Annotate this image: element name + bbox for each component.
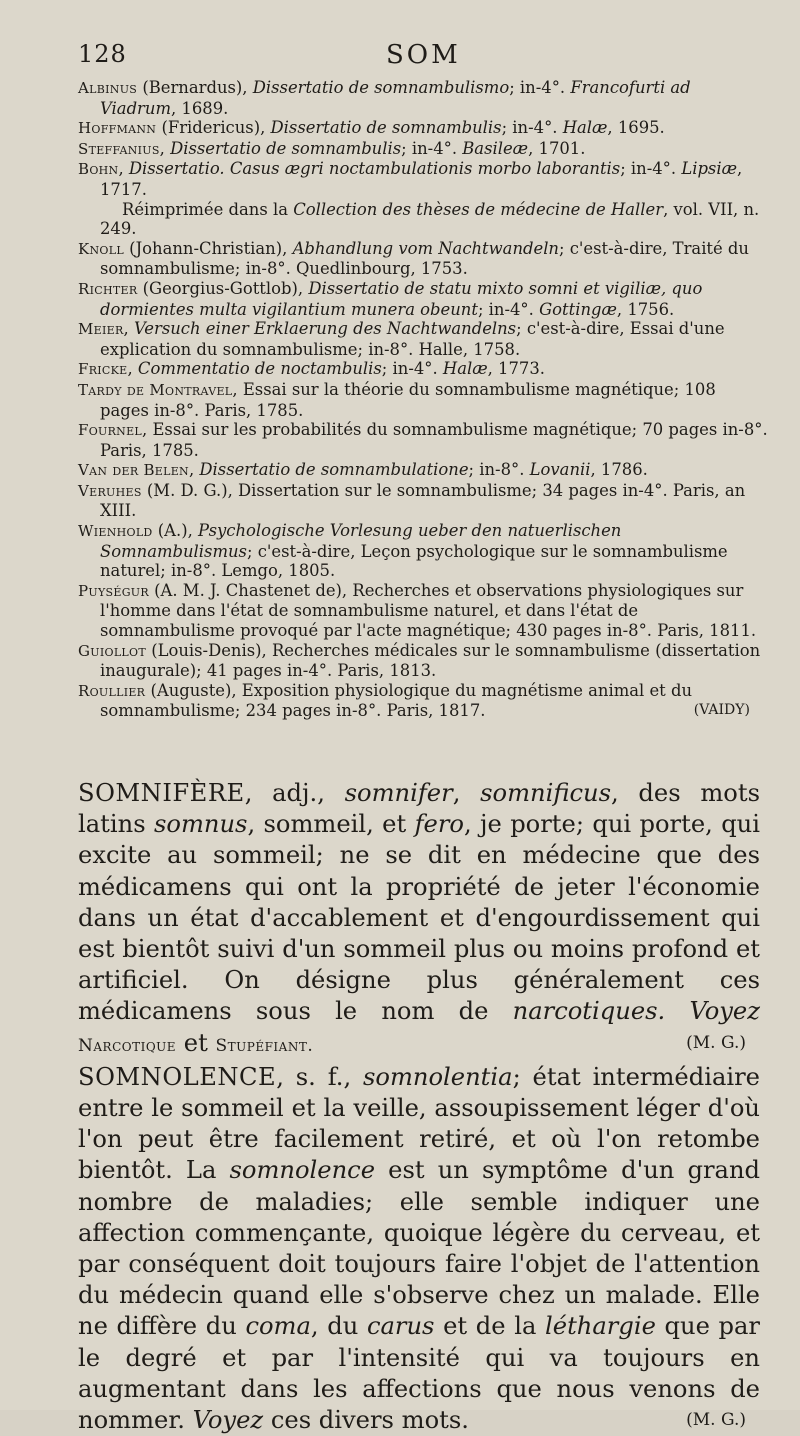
entry-text: ; in-4°. — [501, 118, 563, 138]
entry-text: , 1773. — [487, 359, 545, 379]
entry-place: Lipsiæ — [681, 159, 737, 179]
entry-title: Dissertatio de somnambulatione — [199, 460, 469, 480]
entry-text: (Bernardus), — [137, 78, 253, 97]
article-text: , je porte; qui porte, qui excite au sommeil; ne se dit en médecine que des médicamens qui ont la propriété de jeter l'économie dans un état d'accablement et d'engourdissement qui est bientôt suivi d'un sommeil plus ou moins profond et artificiel. On désigne plus généralement ces médicamens sous le nom de — [78, 810, 760, 1026]
bib-entry — [78, 481, 768, 521]
entry-text: ; in-4°. — [381, 359, 443, 379]
entry-text: (A. M. J. Chastenet de), Recherches et observations physiologiques sur l'homme dans l'état de somnambulisme naturel, et dans l'état de somnambulisme provoqué par l'acte magnétique; 430 pages in-8°. Paris, 1811. — [100, 580, 757, 641]
bib-entry — [78, 279, 768, 319]
entry-text: ; in-4°. — [401, 138, 463, 158]
article-text: , du — [310, 1312, 367, 1341]
entry-text: , 1717. — [100, 159, 743, 199]
entry-title: Commentatio de noctambulis — [137, 359, 382, 379]
bib-entry — [78, 681, 768, 721]
bib-entry — [78, 239, 768, 279]
bib-entry — [78, 139, 768, 160]
entry-text: (Georgius-Gottlob), — [137, 278, 309, 298]
entry-text: (Johann-Christian), — [123, 238, 293, 258]
article-text: , des mots latins — [78, 779, 760, 839]
article-text: ces divers mots. — [263, 1406, 469, 1435]
entry-text: (M. D. G.), Dissertation sur le somnambulisme; 34 pages in-4°. Paris, an XIII. — [100, 480, 746, 521]
bib-entry — [78, 420, 768, 460]
page-number: 128 — [78, 40, 127, 68]
cross-reference-term: Stupéfiant. — [215, 1035, 314, 1056]
bib-entry — [78, 78, 768, 118]
latin-term: somnifer — [344, 779, 453, 807]
entry-title: Dissertatio de somnambulismo — [252, 78, 510, 97]
bib-entry — [78, 319, 768, 359]
entry-author: Guiollot — [78, 641, 146, 660]
bib-entry — [78, 359, 768, 380]
emphasized-term: léthargie — [545, 1312, 656, 1341]
entry-text: , — [123, 319, 134, 339]
entry-title: Dissertatio. Casus ægri noctambulationis morbo laborantis — [128, 159, 621, 179]
emphasized-term: carus — [366, 1312, 435, 1341]
entry-text: , 1701. — [528, 138, 586, 158]
entry-place: Halæ — [442, 359, 488, 379]
entry-author: Hoffmann — [78, 119, 157, 138]
bibliography — [78, 78, 768, 721]
entry-title: Dissertatio de statu mixto somni et vigiliæ, quo dormientes multa vigilantium munera obeunt — [100, 278, 703, 319]
entry-author: Wienhold — [78, 522, 153, 541]
entry-author: Fricke — [78, 360, 128, 379]
entry-place: Basileæ — [462, 138, 529, 158]
entry-text: , Essai sur la théorie du somnambulisme magnétique; 108 pages in-8°. Paris, 1785. — [100, 379, 716, 420]
entry-text: ; in-4°. — [477, 299, 540, 319]
bib-entry — [78, 460, 768, 481]
entry-author: Bohn — [78, 160, 119, 179]
emphasized-term: somnolence — [229, 1156, 376, 1185]
article-somnifere — [78, 778, 760, 1062]
bib-entry — [78, 521, 768, 581]
entry-text: ; c'est-à-dire, Leçon psychologique sur le somnambulisme naturel; in-8°. Lemgo, 1805. — [100, 541, 728, 581]
entry-author: Albinus — [78, 79, 138, 97]
article-somnolence — [78, 1062, 760, 1436]
entry-text: (Louis-Denis), Recherches médicales sur le somnambulisme (dissertation inaugurale); 41 pages in-4°. Paris, 1813. — [100, 640, 761, 681]
entry-text: , 1786. — [590, 460, 648, 480]
entry-text: ; in-4°. — [620, 159, 682, 179]
entry-text: (Auguste), Exposition physiologique du magnétisme animal et du somnambulisme; 234 pages in-8°. Paris, 1817. — [100, 680, 693, 721]
article-text: , sommeil, et — [247, 810, 415, 839]
bib-entry — [78, 641, 768, 681]
entry-title: Versuch einer Erklaerung des Nachtwandelns — [133, 319, 517, 339]
entry-title: Abhandlung vom Nachtwandeln — [292, 238, 559, 258]
entry-text: , vol. VII, n. 249. — [100, 199, 760, 239]
bib-entry-note — [78, 200, 768, 239]
entry-text: , 1695. — [607, 118, 665, 138]
author-signature: (M. G.) — [686, 1410, 746, 1431]
entry-text: , 1756. — [616, 299, 675, 319]
entry-author: Richter — [78, 279, 138, 298]
entry-author: Veruhes — [78, 481, 142, 500]
entry-text: , — [188, 460, 200, 480]
entry-author: Steffanius — [78, 139, 160, 158]
article-text: est un symptôme d'un grand nombre de maladies; elle semble indiquer une affection commençante, quoique légère du cerveau, et par conséquent doit toujours faire l'objet de l'attention du médecin quand elle s'observe chez un malade. Elle ne diffère du — [78, 1156, 760, 1341]
entry-text: , 1689. — [171, 98, 229, 118]
entry-title: Dissertatio de somnambulis — [170, 138, 402, 158]
latin-term: somnificus — [480, 779, 612, 807]
entry-author: Fournel — [78, 421, 143, 440]
entry-author: Meier — [78, 320, 124, 339]
entry-text: (A.), — [152, 521, 199, 541]
page-header — [78, 36, 762, 70]
article-text: , s. f., — [276, 1062, 363, 1091]
cross-reference: Voyez — [192, 1406, 264, 1435]
author-signature: (M. G.) — [686, 1032, 746, 1053]
entry-text: , — [127, 359, 138, 379]
entry-title: Dissertatio de somnambulis — [270, 118, 502, 138]
bib-entry — [78, 380, 768, 420]
entry-text: Réimprimée dans la — [122, 199, 294, 219]
running-head: SOM — [386, 40, 461, 70]
article-text: et de la — [434, 1312, 546, 1341]
entry-text: ; in-4°. — [509, 78, 571, 97]
article-text: que par le degré et par l'intensité qui va toujours en augmentant dans les affections que nous venons de nommer. — [78, 1312, 760, 1435]
entry-place: Lovanii — [529, 460, 591, 480]
entry-title: Collection des thèses de médecine de Haller — [293, 199, 664, 219]
article-text: et — [176, 1028, 216, 1057]
headword: SOMNIFÈRE — [78, 779, 245, 807]
entry-text: (Fridericus), — [156, 118, 271, 138]
entry-text: ; in-8°. — [468, 460, 530, 480]
headword: SOMNOLENCE — [78, 1062, 277, 1091]
latin-term: fero — [414, 810, 464, 839]
entry-author: Puységur — [78, 581, 149, 600]
entry-text: ; c'est-à-dire, Traité du somnambulisme; in-8°. Quedlinbourg, 1753. — [100, 238, 749, 279]
bib-entry — [78, 118, 768, 139]
cross-reference-term: Narcotique — [78, 1035, 177, 1056]
article-text: , adj., — [244, 779, 345, 807]
entry-text: ; c'est-à-dire, Essai d'une explication du somnambulisme; in-8°. Halle, 1758. — [100, 319, 725, 359]
entry-text: , — [118, 159, 129, 179]
entry-author: Tardy de Montravel — [78, 380, 233, 399]
entry-text: , — [159, 138, 171, 158]
entry-place: Halæ — [562, 118, 608, 138]
dictionary-articles — [78, 778, 760, 1436]
article-text: ; état intermédiaire entre le sommeil et la veille, assoupissement léger d'où l'on peut être facilement retiré, et où l'on retombe bientôt. La — [78, 1062, 760, 1185]
entry-text: , Essai sur les probabilités du somnambulisme magnétique; 70 pages in-8°. Paris, 1785. — [100, 420, 768, 460]
entry-place: Gottingæ — [539, 299, 617, 319]
entry-author: Van der Belen — [78, 461, 189, 480]
latin-term: somnus — [153, 810, 248, 839]
entry-author: Roullier — [78, 681, 146, 700]
article-text: , — [452, 779, 481, 807]
author-signature: (VAIDY) — [693, 702, 750, 719]
bib-entry — [78, 159, 768, 199]
latin-term: somnolentia — [363, 1062, 513, 1091]
cross-reference: narcotiques. Voyez — [512, 997, 760, 1026]
entry-author: Knoll — [78, 239, 124, 258]
emphasized-term: coma — [245, 1312, 311, 1341]
bib-entry — [78, 581, 768, 641]
entry-title: Psychologische Vorlesung ueber den natuerlischen Somnambulismus — [100, 521, 622, 561]
entry-place: Francofurti ad Viadrum — [100, 78, 691, 118]
